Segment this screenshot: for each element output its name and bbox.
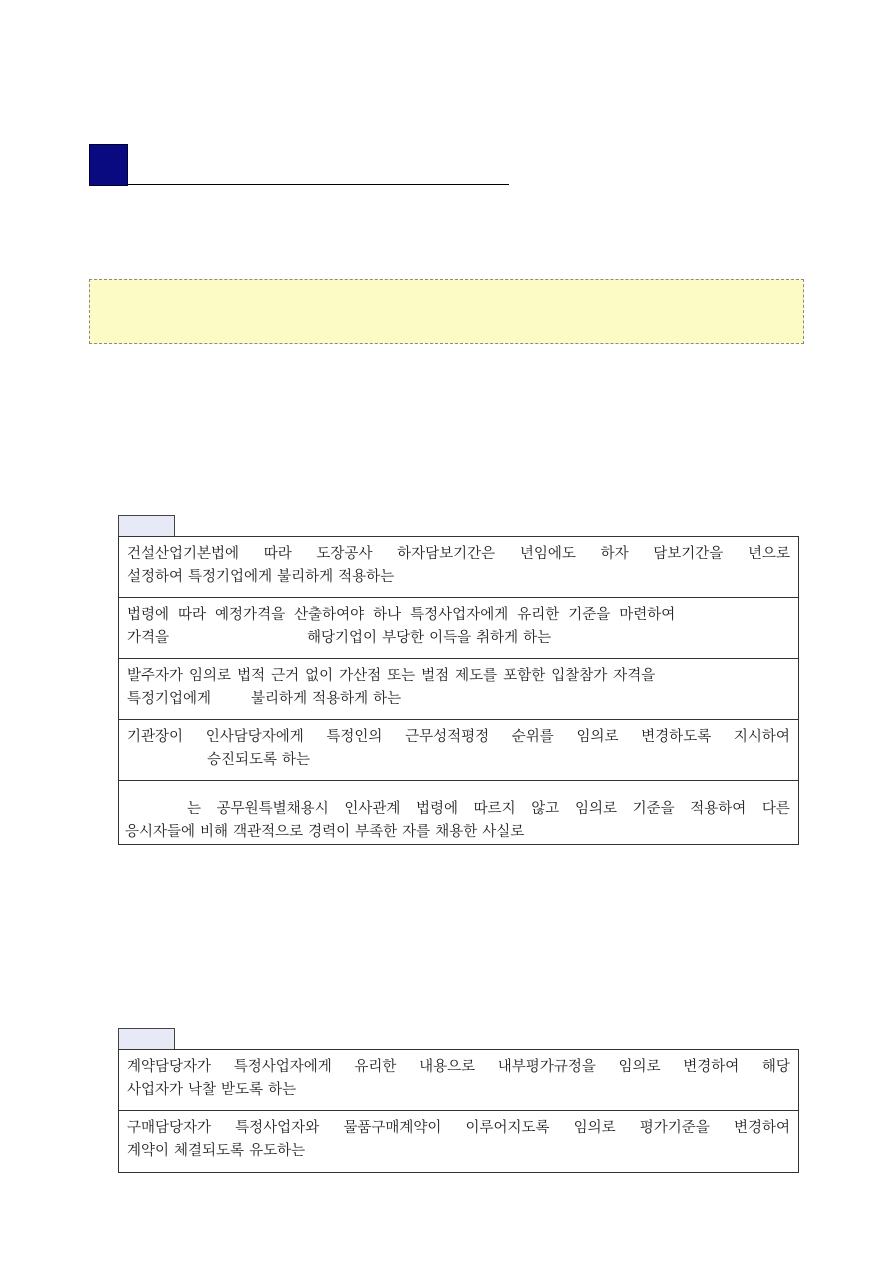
word: 또는 bbox=[387, 668, 416, 684]
word: 공무원특별채용시 bbox=[216, 801, 329, 817]
word: 임의로 bbox=[576, 729, 619, 745]
word: 채용한 bbox=[435, 824, 478, 840]
word: 입찰참가 bbox=[551, 668, 608, 684]
word: 응시자들에 bbox=[125, 824, 196, 840]
word: 예정가격을 bbox=[215, 607, 286, 623]
word: 객관적으로 bbox=[233, 824, 304, 840]
word: 근거 bbox=[271, 668, 300, 684]
word: 임의로 bbox=[189, 668, 232, 684]
word: 법령에 bbox=[127, 607, 170, 623]
row-line bbox=[127, 1140, 790, 1163]
word: 따라 bbox=[178, 607, 207, 623]
word: 이득을 bbox=[429, 630, 472, 646]
word: 체결되도록 bbox=[174, 1143, 245, 1159]
word: 이루어지도록 bbox=[465, 1120, 550, 1136]
word: 특정사업자에게 bbox=[233, 1059, 332, 1075]
word: 임의로 bbox=[574, 801, 617, 817]
word: 도장공사 bbox=[316, 546, 373, 562]
word: 는 bbox=[187, 801, 202, 817]
word: 내용으로 bbox=[419, 1059, 476, 1075]
word: 담보기간을 bbox=[653, 546, 724, 562]
row-line bbox=[127, 688, 790, 711]
word: 사실로 bbox=[482, 824, 525, 840]
row-line bbox=[127, 566, 790, 589]
word: 지시하여 bbox=[733, 729, 790, 745]
word: 평가기준을 bbox=[639, 1120, 710, 1136]
word: 가격을 bbox=[127, 630, 170, 646]
word: 하자 bbox=[600, 546, 629, 562]
word: 하는 bbox=[373, 691, 402, 707]
row-line bbox=[127, 798, 790, 821]
row-line bbox=[127, 726, 790, 749]
word: 발주자가 bbox=[127, 668, 184, 684]
word: 적용하게 bbox=[312, 691, 369, 707]
word: 계약이 bbox=[127, 1143, 170, 1159]
word: 건설산업기본법에 bbox=[127, 546, 240, 562]
word: 부족한 bbox=[355, 824, 398, 840]
case-table-1 bbox=[118, 536, 799, 845]
word: 구매담당자가 bbox=[127, 1120, 212, 1136]
word: 벌점 bbox=[421, 668, 450, 684]
word: 법적 bbox=[237, 668, 266, 684]
word: 경력이 bbox=[308, 824, 351, 840]
word: 변경하여 bbox=[683, 1059, 740, 1075]
word: 마련하여 bbox=[619, 607, 676, 623]
word: 임의로 bbox=[618, 1059, 661, 1075]
table-row bbox=[119, 1050, 798, 1111]
word: 포함한 bbox=[503, 668, 546, 684]
row-line bbox=[127, 665, 790, 688]
word: 특정사업자에게 bbox=[410, 607, 509, 623]
table-row bbox=[119, 537, 798, 598]
word: 인사담당자에게 bbox=[205, 729, 304, 745]
section-number-box bbox=[89, 144, 128, 186]
table-row bbox=[119, 781, 798, 844]
word: 계약담당자가 bbox=[127, 1059, 212, 1075]
case-table-2 bbox=[118, 1049, 799, 1173]
word: 하는 bbox=[523, 630, 552, 646]
word: 없이 bbox=[305, 668, 334, 684]
word: 취하게 bbox=[476, 630, 519, 646]
word: 내부평가규정을 bbox=[497, 1059, 596, 1075]
word: 가산점 bbox=[339, 668, 382, 684]
word: 인사관계 bbox=[344, 801, 401, 817]
word: 자를 bbox=[402, 824, 431, 840]
word: 하는 bbox=[268, 1082, 297, 1098]
word: 변경하도록 bbox=[641, 729, 712, 745]
row-line bbox=[127, 604, 790, 627]
word: 법령에 bbox=[415, 801, 459, 817]
row-line bbox=[127, 627, 790, 650]
word: 따르지 bbox=[473, 801, 516, 817]
word: 기준을 bbox=[632, 801, 675, 817]
word: 사업자가 bbox=[127, 1082, 184, 1098]
word: 해당기업이 bbox=[307, 630, 378, 646]
word: 산출하여야 bbox=[294, 607, 365, 623]
word: 유리한 bbox=[517, 607, 560, 623]
word: 자격을 bbox=[613, 668, 656, 684]
word: 낙찰 bbox=[188, 1082, 217, 1098]
word: 유도하는 bbox=[249, 1143, 306, 1159]
row-line bbox=[127, 543, 790, 566]
table-1-header-tab bbox=[118, 515, 175, 537]
row-line bbox=[127, 1056, 790, 1079]
word: 근무성적평정 bbox=[405, 729, 490, 745]
word: 특정인의 bbox=[326, 729, 383, 745]
table-row bbox=[119, 720, 798, 781]
word: 불리하게 bbox=[277, 569, 334, 585]
summary-highlight-box bbox=[89, 279, 804, 344]
word: 임의로 bbox=[573, 1120, 616, 1136]
word: 않고 bbox=[531, 801, 560, 817]
word: 부당한 bbox=[382, 630, 425, 646]
table-row bbox=[119, 598, 798, 659]
row-line bbox=[125, 821, 790, 844]
word: 따라 bbox=[263, 546, 292, 562]
word: 년으로 bbox=[747, 546, 790, 562]
section-title-underline bbox=[128, 184, 509, 185]
row-line bbox=[127, 749, 790, 772]
word: 특정기업에게 bbox=[127, 691, 212, 707]
word: 승진되도록 bbox=[207, 752, 278, 768]
word: 특정사업자와 bbox=[235, 1120, 320, 1136]
word: 하는 bbox=[282, 752, 311, 768]
row-line bbox=[127, 1079, 790, 1102]
word: 유리한 bbox=[354, 1059, 397, 1075]
word: 적용하여 bbox=[690, 801, 747, 817]
table-row bbox=[119, 659, 798, 720]
word: 설정하여 bbox=[127, 569, 184, 585]
word: 기준을 bbox=[568, 607, 611, 623]
word: 하자담보기간은 bbox=[397, 546, 496, 562]
word: 기관장이 bbox=[127, 729, 184, 745]
word: 적용하는 bbox=[338, 569, 395, 585]
word: 하나 bbox=[373, 607, 402, 623]
word: 해당 bbox=[761, 1059, 790, 1075]
word: 변경하여 bbox=[733, 1120, 790, 1136]
word: 년임에도 bbox=[519, 546, 576, 562]
word: 다른 bbox=[761, 801, 790, 817]
word: 비해 bbox=[200, 824, 229, 840]
word: 물품구매계약이 bbox=[343, 1120, 442, 1136]
word: 특정기업에게 bbox=[188, 569, 273, 585]
table-2-header-tab bbox=[118, 1028, 175, 1050]
table-row bbox=[119, 1111, 798, 1172]
word: 불리하게 bbox=[251, 691, 308, 707]
word: 제도를 bbox=[455, 668, 498, 684]
word: 받도록 bbox=[221, 1082, 264, 1098]
row-line bbox=[127, 1117, 790, 1140]
word: 순위를 bbox=[511, 729, 554, 745]
